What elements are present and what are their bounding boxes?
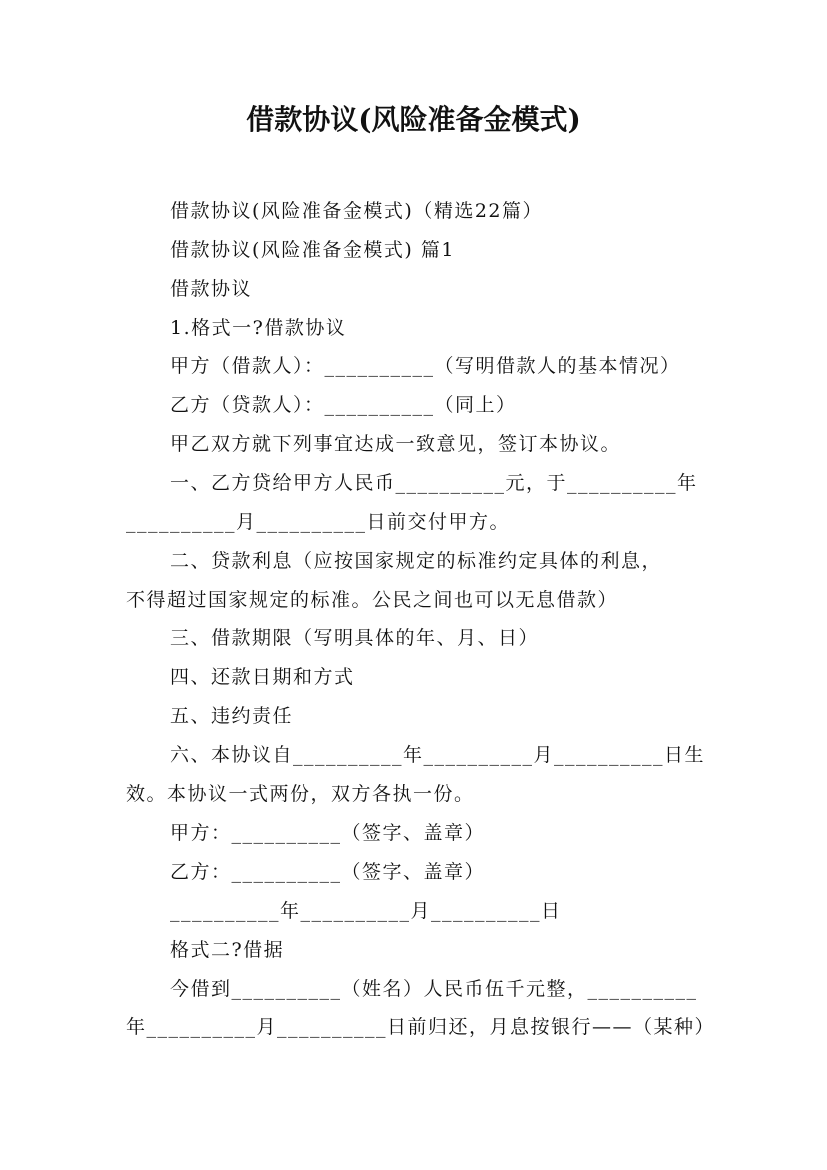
- signature-party-b: 乙方：__________（签字、盖章）: [170, 861, 486, 883]
- clause-2-line: 二、贷款利息（应按国家规定的标准约定具体的利息，: [170, 550, 663, 572]
- paragraph-line: 借款协议: [170, 278, 253, 300]
- party-b-line: 乙方（贷款人）：__________（同上）: [170, 394, 517, 416]
- clause-6-line: 六、本协议自__________年__________月__________日生: [170, 744, 706, 766]
- paragraph-line: 甲乙双方就下列事宜达成一致意见，签订本协议。: [170, 433, 622, 455]
- section-heading: 格式二?借据: [170, 939, 285, 961]
- clause-3-line: 三、借款期限（写明具体的年、月、日）: [170, 627, 540, 649]
- clause-1-continuation: __________月__________日前交付甲方。: [126, 511, 511, 533]
- section-heading: 借款协议(风险准备金模式) 篇1: [170, 239, 455, 261]
- iou-line: 今借到__________（姓名）人民币伍千元整，__________: [170, 978, 698, 1000]
- clause-5-line: 五、违约责任: [170, 705, 294, 727]
- signature-party-a: 甲方：__________（签字、盖章）: [170, 822, 486, 844]
- clause-4-line: 四、还款日期和方式: [170, 666, 355, 688]
- document-title: 借款协议(风险准备金模式): [246, 103, 581, 136]
- party-a-line: 甲方（借款人）：__________（写明借款人的基本情况）: [170, 355, 681, 377]
- paragraph-line: 1.格式一?借款协议: [170, 317, 347, 339]
- iou-continuation: 年__________月__________日前归还，月息按银行——（某种）: [126, 1016, 716, 1038]
- clause-1-line: 一、乙方贷给甲方人民币__________元，于__________年: [170, 472, 698, 494]
- subtitle-line: 借款协议(风险准备金模式)（精选22篇）: [170, 200, 544, 222]
- signature-date: __________年__________月__________日: [170, 900, 562, 922]
- clause-6-continuation: 效。本协议一式两份，双方各执一份。: [126, 783, 475, 805]
- clause-2-continuation: 不得超过国家规定的标准。公民之间也可以无息借款）: [126, 589, 619, 611]
